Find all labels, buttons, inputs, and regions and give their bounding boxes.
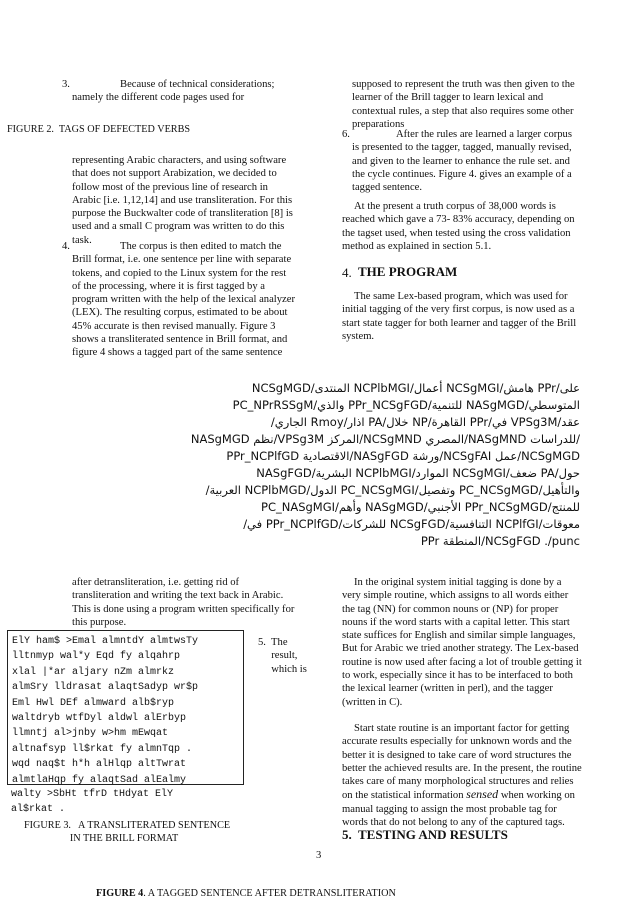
figure-4-caption-rest: . A TAGGED SENTENCE AFTER DETRANSLITERATION [143, 888, 396, 899]
tagged-line: للمنتج/PPr_NCSgMGD الأجنبي/NASgMGD وأهم/PC_NASgMGI [261, 500, 580, 514]
paragraph-detransliteration: after detransliteration, i.e. getting rid of transliteration and writing the text back in Arabic. This is done using a program written specifically for this purpose. [72, 577, 295, 628]
code-line: lltnmyp wal*y Eqd fy alqahrp [12, 651, 181, 663]
list-number-6: 6. [342, 129, 350, 140]
start-state-text-end: when working on manual tagging to assign the most probable tag for words that do not belong to any of the captured tags. [342, 790, 575, 829]
tagged-line: PPr_NCPlfGD الاقتصادية/NASgFGD ورشة/NCSgFAI عمل/NCSgMGD [226, 449, 580, 463]
tagged-line: حول/PA ضعف/NCSgMGI الموارد/NCPlbMGI البشرية/NASgFGD [256, 466, 580, 480]
list-item-6-text: After the rules are learned a larger corpus is presented to the tagger, tagged, manually revised, and given to the learner to enhance the rule set. and the cycle continues. Figure 4. gives an example of a tagged sentence. [352, 129, 572, 194]
paragraph-truth-corpus: At the present a truth corpus of 38,000 words is reached which gave a 73- 83% accuracy, depending on the tagset used, when tested using the cross validation method as explained in section 5.1. [342, 201, 575, 252]
list-number-3: 3. [62, 79, 70, 90]
paragraph-truth-given: supposed to represent the truth was then given to the learner of the Brill tagger to learn lexical and contextual rules, a step that also requires some other preparations [352, 79, 575, 130]
list-number-4: 4. [62, 241, 70, 252]
figure-4-label: FIGURE 4 [96, 888, 144, 899]
code-line: walty >SbHt tfrD tHdyat ElY [11, 789, 174, 800]
list-item-5-text: 5. The result, which is [258, 637, 307, 675]
section-5-title: 5. TESTING AND RESULTS [342, 827, 508, 842]
code-line: al$rkat . [11, 804, 66, 815]
figure-4-caption [96, 888, 396, 901]
code-line: ElY ham$ >Emal almntdY almtwsTy [12, 636, 199, 647]
list-item-4-text: The corpus is then edited to match the Brill format, i.e. one sentence per line with separate tokens, and copied to the Linux system for the rest of the processing, where it is first tagged by a program written with the help of the lexical analyzer (LEX). The resulting corpus, estimated to be about 45% accurate is then revised manually. Figure 3 shows a transliterated sentence in Brill format, and figure 4 shows a tagged part of the same sentence [72, 241, 295, 359]
figure-3-caption: FIGURE 3. A TRANSLITERATED SENTENCE IN THE BRILL FORMAT [24, 820, 231, 844]
paragraph-transliteration: representing Arabic characters, and using software that does not support Arabization, we decided to follow most of the previous line of research in Arabic [i.e. 1,12,14] and use transliteration. For this purpose the Buckwalter code of transliteration [8] is used and a small C program was written to do this task. [72, 155, 293, 246]
tagged-line: عقد/VPSg3M في/PPr القاهرة/NP خلال/PA اذار/Rmoy الجاري/ [270, 415, 580, 429]
code-line: llmntj al>jnby w>hm mEwqat [12, 728, 169, 740]
code-line: wqd naq$t h*h alHlqp altTwrat [12, 759, 187, 771]
figure-2-caption: FIGURE 2. TAGS OF DEFECTED VERBS [7, 124, 191, 135]
code-line: waltdryb wtfDyl aldwl alErbyp [12, 713, 187, 724]
sensed-word: sensed [466, 787, 499, 802]
code-line: almSry lldrasat alaqtSadyp wr$p [12, 682, 199, 694]
list-item-3-text: Because of technical considerations; namely the different code pages used for [72, 79, 275, 104]
tagged-line: PPr المنطقة/NCSgFGD ./punc [420, 534, 580, 548]
code-line: Eml Hwl DEf almward alb$ryp [12, 697, 175, 709]
section-4-number: 4. [342, 265, 352, 280]
tagged-line: NASgMGD نظم/VPSg3M المركز/NCSgMND المصري/NASgMND للدراسات/ [190, 432, 580, 446]
tagged-line: والتأهيل/PC_NCSgMGD وتفصيل/PC_NCSgMGI الدول/NCPlbMGD العربية/ [205, 483, 580, 497]
tagged-line: معوقات/NCPlfGI التنافسية/NCSgFGD للشركات/PPr_NCPlfGD في/ [243, 517, 580, 531]
transliterated-sentence-box [7, 630, 244, 785]
page-number: 3 [316, 850, 322, 861]
code-line: almtlaHqp fy alaqtSad alEalmy [12, 774, 187, 786]
section-4-title: THE PROGRAM [358, 264, 458, 279]
code-line: altnafsyp ll$rkat fy almnTqp . [12, 743, 193, 755]
paragraph-initial-tagging: In the original system initial tagging is done by a very simple routine, which assigns to all words either the tag (NN) for common nouns or (NP) for proper nouns if the word starts with a capital letter. This start state suffices for English and similar simple languages, But for Arabic we tried another strategy. The Lex-based routine is now used after facing a lot of trouble getting it to work, especially since it has to be interfaced to both the lexical learner (written in perl), and the tagger (written in C). [342, 577, 582, 708]
tagged-line: على/PPr هامش/NCSgMGI أعمال/NCPlbMGI المنتدى/NCSgMGD [251, 381, 580, 395]
tagged-sentence-figure [108, 380, 580, 550]
start-state-text: Start state routine is an important factor for getting accurate results especially for unknown words and the better it is designed to take care of word structures the better the achieved results are. In the present, the routine takes care of many morphological structures and relies on the statistical information [342, 723, 582, 802]
code-line: xlal |*ar aljary nZm almrkz [12, 666, 175, 678]
paragraph-lex-program: The same Lex-based program, which was used for initial tagging of the very first corpus, is now used as a start state tagger for both learner and tagger of the Brill system. [342, 291, 577, 342]
tagged-line: المتوسطي/NASgMGD للتنمية/PPr_NCSgFGD والذي/PC_NPrRSSgM [232, 398, 580, 412]
paragraph-start-state [342, 722, 594, 829]
